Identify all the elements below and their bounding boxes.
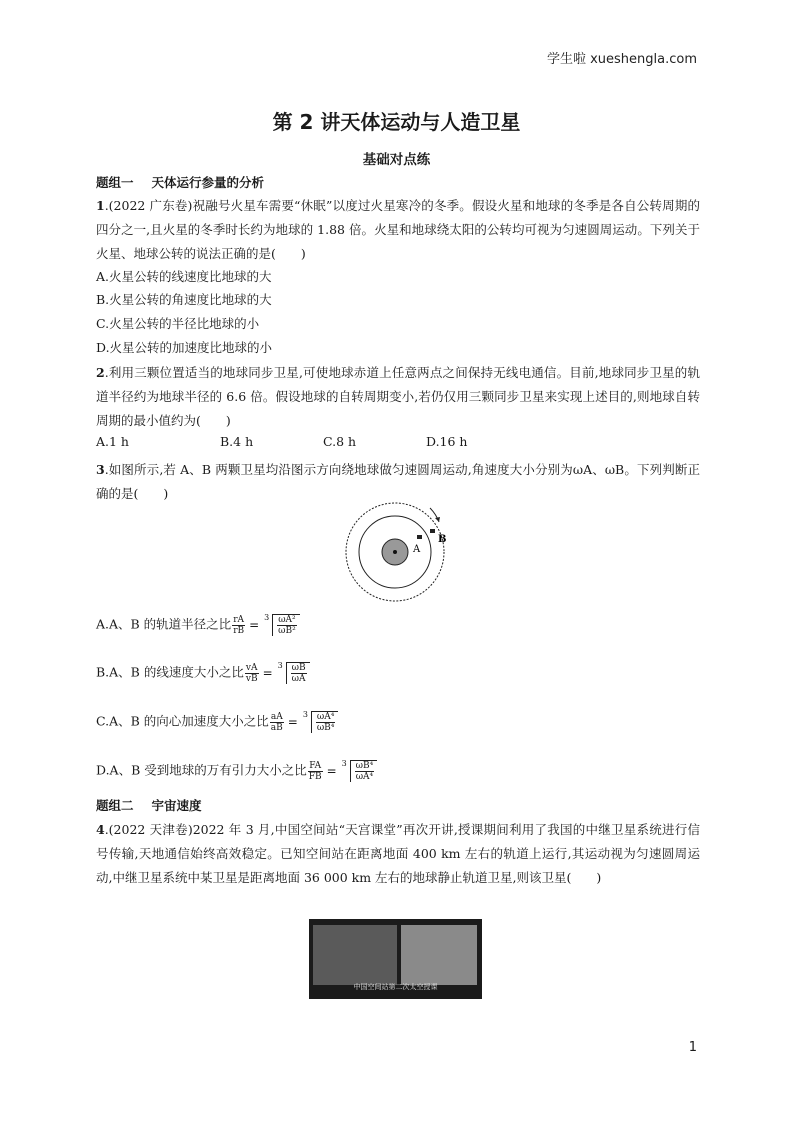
q2-option-c: C.8 h [323,434,357,449]
cube-root: 3 $\frac{\text{ωA⁴}}{\text{ωB⁴}}$ [311,711,339,733]
q2-option-b: B.4 h [220,434,254,449]
photo-caption: 中国空间站第二次太空授课 [353,983,438,991]
question-text: .(2022 广东卷)祝融号火星车需要“休眠”以度过火星寒冷的冬季。假设火星和地球的冬季是各自公转周期的四分之一,且火星的冬季时长约为地球的 1.88 倍。火星和地球绕太阳的公转均可视为匀速圆周运动。下列关于火星、地球公转的说法正确的是( ) [96,198,700,261]
option-prefix: A.A、B 的轨道半径之比 [96,616,232,632]
q2-option-d: D.16 h [426,434,468,449]
photo-panel-left [313,925,397,985]
earth-center [393,550,397,554]
question-number: 3 [96,462,105,477]
ratio-fraction: $\frac{aA}{aB}$ [270,711,283,733]
question-1 [96,194,700,266]
ratio-fraction: $\frac{rA}{rB}$ [233,614,245,636]
q1-option-d: D.火星公转的加速度比地球的小 [96,340,273,355]
question-text: .利用三颗位置适当的地球同步卫星,可使地球赤道上任意两点之间保持无线电通信。目前,地球同步卫星的轨道半径约为地球半径的 6.6 倍。假设地球的自转周期变小,若仍仅用三颗同步卫星来实现上述目的,则地球自转周期的最小值约为( ) [96,365,700,428]
q1-option-b: B.火星公转的角速度比地球的大 [96,292,272,307]
cube-root: 3 $\frac{\text{ωB⁴}}{\text{ωA⁴}}$ [350,760,378,782]
question-4 [96,818,700,890]
direction-arrow-icon [435,517,440,522]
group-label: 题组一 [96,175,134,190]
q1-option-a: A.火星公转的线速度比地球的大 [96,269,272,284]
orbit-diagram [340,500,455,605]
group-name: 宇宙速度 [151,798,202,813]
question-number: 2 [96,365,105,380]
q1-option-c: C.火星公转的半径比地球的小 [96,316,260,331]
label-a: A [413,544,421,555]
satellite-a [417,535,422,539]
question-2 [96,361,700,433]
q2-option-a: A.1 h [96,434,129,449]
classroom-photo [309,919,482,999]
question-3 [96,458,700,506]
cube-root: 3 $\frac{\text{ωA²}}{\text{ωB²}}$ [272,614,300,636]
label-b: B [438,534,447,545]
group-heading-2 [96,796,202,814]
option-prefix: B.A、B 的线速度大小之比 [96,664,244,680]
page-title: 第 2 讲天体运动与人造卫星 [272,110,521,134]
question-number: 1 [96,198,105,213]
group-label: 题组二 [96,798,134,813]
photo-panel-right [401,925,477,985]
page-number: 1 [688,1040,697,1055]
q3-option-a: A.A、B 的轨道半径之比 $\frac{rA}{rB}$ = 3 $\frac{\text{ωA²}}{\text{ωB²}}$ [96,614,300,636]
option-prefix: C.A、B 的向心加速度大小之比 [96,713,269,729]
question-number: 4 [96,822,105,837]
q2-options [96,434,700,456]
cube-root: 3 $\frac{\omega B}{\omega A}$ [286,662,310,684]
watermark: 学生啦 xueshengla.com [546,52,697,67]
question-text: .(2022 天津卷)2022 年 3 月,中国空间站“天宫课堂”再次开讲,授课期间利用了我国的中继卫星系统进行信号传输,天地通信始终高效稳定。已知空间站在距离地面 400 km 左右的轨道上运行,其运动视为匀速圆周运动,中继卫星系统中某卫星是距离地面 36 000 km 左右的地球静止轨道卫星,则该卫星( ) [96,822,700,885]
ratio-fraction: $\frac{FA}{FB}$ [308,760,322,782]
group-name: 天体运行参量的分析 [151,175,265,190]
q3-option-d: D.A、B 受到地球的万有引力大小之比 $\frac{FA}{FB}$ = 3 $\frac{\text{ωB⁴}}{\text{ωA⁴}}$ [96,760,377,782]
group-heading-1 [96,173,264,191]
question-text: .如图所示,若 A、B 两颗卫星均沿图示方向绕地球做匀速圆周运动,角速度大小分别为ωA、ωB。下列判断正确的是( ) [96,462,700,501]
option-prefix: D.A、B 受到地球的万有引力大小之比 [96,762,307,778]
ratio-fraction: $\frac{vA}{vB}$ [245,662,258,684]
q3-option-b: B.A、B 的线速度大小之比 $\frac{vA}{vB}$ = 3 $\frac{\omega B}{\omega A}$ [96,662,310,684]
q3-option-c: C.A、B 的向心加速度大小之比 $\frac{aA}{aB}$ = 3 $\frac{\text{ωA⁴}}{\text{ωB⁴}}$ [96,711,338,733]
satellite-b [430,529,435,533]
section-subtitle: 基础对点练 [362,152,431,168]
